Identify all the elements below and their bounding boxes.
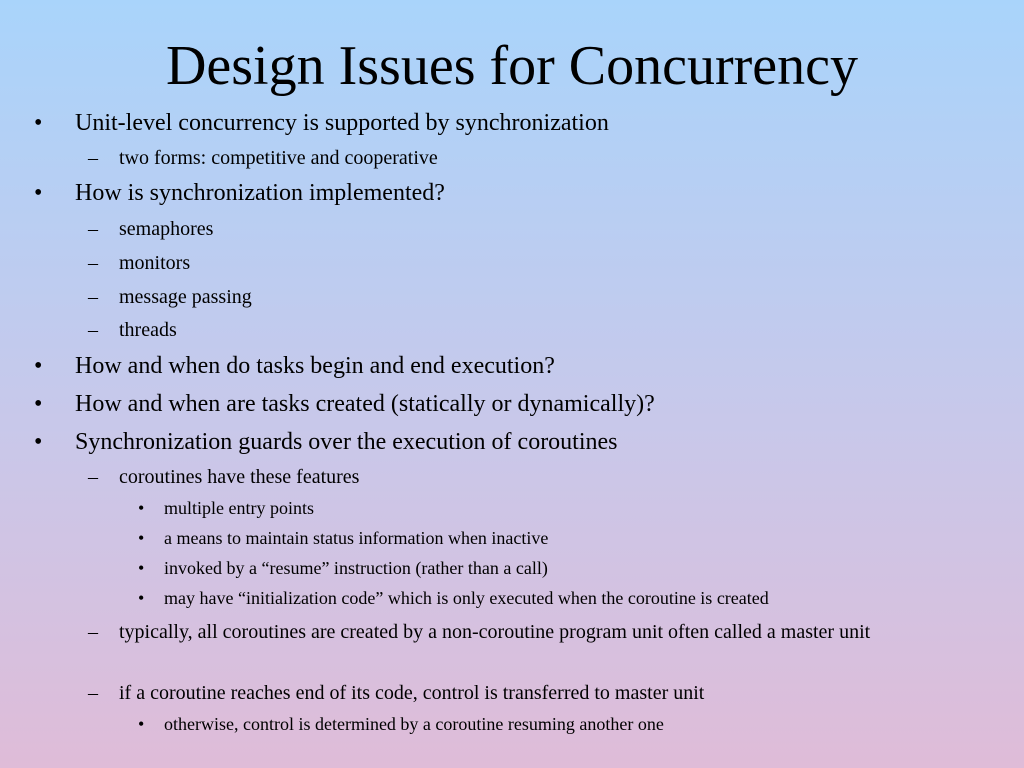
dash-marker: – — [88, 252, 98, 274]
list-item-text: invoked by a “resume” instruction (rather than a call) — [164, 558, 548, 578]
list-item — [138, 557, 998, 579]
dash-marker: – — [88, 286, 98, 308]
list-item-text: typically, all coroutines are created by a non-coroutine program unit often called a master unit — [119, 621, 871, 643]
bullet-marker: • — [34, 429, 43, 455]
list-item-text: Synchronization guards over the execution of coroutines — [75, 429, 618, 455]
list-item — [138, 587, 998, 609]
bullet-marker: • — [34, 180, 43, 206]
list-item-text: Unit-level concurrency is supported by synchronization — [75, 110, 609, 136]
list-item — [34, 428, 994, 456]
list-item — [88, 216, 978, 242]
bullet-marker: • — [34, 110, 43, 136]
list-item — [88, 464, 978, 490]
list-item-text: two forms: competitive and cooperative — [119, 147, 438, 169]
bullet-marker: • — [34, 353, 43, 379]
bullet-marker: • — [138, 714, 145, 734]
list-item-text: coroutines have these features — [119, 466, 360, 488]
list-item — [34, 109, 994, 137]
list-item — [88, 619, 978, 645]
dash-marker: – — [88, 682, 98, 704]
slide-title: Design Issues for Concurrency — [165, 35, 859, 97]
list-item-text: if a coroutine reaches end of its code, control is transferred to master unit — [119, 682, 705, 704]
list-item-text: How and when do tasks begin and end execution? — [75, 353, 555, 379]
bullet-marker: • — [138, 558, 145, 578]
dash-marker: – — [88, 466, 98, 488]
dash-marker: – — [88, 621, 98, 643]
list-item — [88, 284, 978, 310]
list-item-text: message passing — [119, 286, 252, 308]
list-item — [88, 317, 978, 343]
list-item — [88, 250, 978, 276]
list-item — [88, 145, 978, 171]
list-item — [34, 390, 994, 418]
list-item-text: How and when are tasks created (statically or dynamically)? — [75, 391, 655, 417]
list-item-text: threads — [119, 319, 177, 341]
dash-marker: – — [88, 319, 98, 341]
list-item — [138, 713, 998, 735]
list-item — [34, 352, 994, 380]
list-item — [138, 527, 998, 549]
bullet-marker: • — [34, 391, 43, 417]
bullet-marker: • — [138, 528, 145, 548]
list-item — [88, 680, 978, 706]
list-item-text: a means to maintain status information when inactive — [164, 528, 549, 548]
list-item-text: monitors — [119, 252, 191, 274]
dash-marker: – — [88, 147, 98, 169]
list-item — [34, 179, 994, 207]
list-item-text: may have “initialization code” which is only executed when the coroutine is created — [164, 588, 769, 608]
list-item-text: otherwise, control is determined by a coroutine resuming another one — [164, 714, 664, 734]
list-item-text: How is synchronization implemented? — [75, 180, 445, 206]
bullet-marker: • — [138, 498, 145, 518]
bullet-marker: • — [138, 588, 145, 608]
list-item-text: multiple entry points — [164, 498, 314, 518]
list-item-text: semaphores — [119, 218, 214, 240]
dash-marker: – — [88, 218, 98, 240]
list-item — [138, 497, 998, 519]
